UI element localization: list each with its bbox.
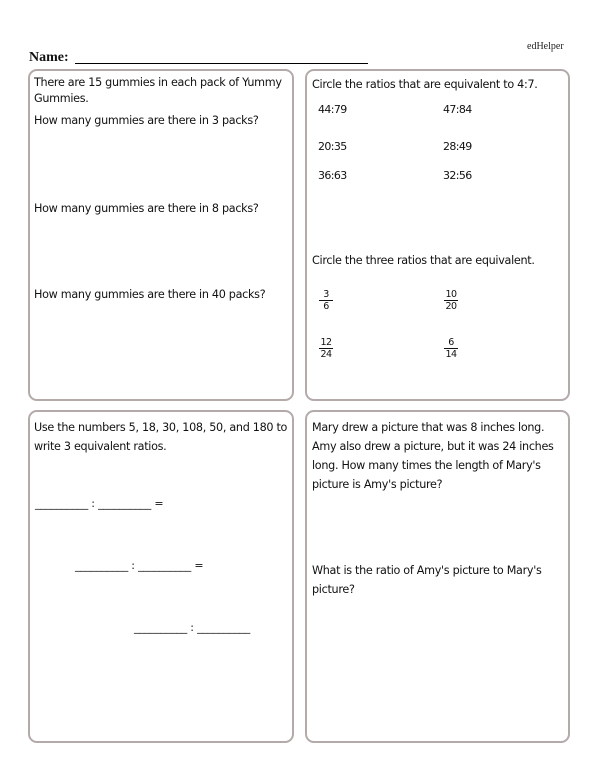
gummies-intro: There are 15 gummies in each pack of Yummy Gummies. [34,76,282,105]
ratio-blank-line-3[interactable]: __________ : __________ [134,621,251,634]
problem-box-ratios [305,69,570,401]
pictures-question-2: What is the ratio of Amy's picture to Mary's picture? [312,564,542,596]
ratio-option[interactable]: 36:63 [318,169,347,182]
fraction-option[interactable] [319,337,333,360]
ratio-option[interactable]: 44:79 [318,103,347,116]
ratio-option[interactable]: 20:35 [318,140,347,153]
ratio-blank-line-1[interactable]: __________ : __________ = [35,497,164,510]
gummies-question-8-packs: How many gummies are there in 8 packs? [34,202,259,215]
equivalent-ratios-prompt: Use the numbers 5, 18, 30, 108, 50, and 180 to write 3 equivalent ratios. [34,421,288,453]
ratios-prompt: Circle the ratios that are equivalent to 4:7. [312,78,538,91]
fraction-numerator: 12 [320,337,332,348]
fraction-numerator: 10 [445,289,457,300]
fraction-option[interactable] [444,289,458,312]
fraction-denominator: 6 [323,301,329,312]
name-label: Name: [29,50,69,65]
name-field-line[interactable] [75,63,368,64]
fraction-denominator: 24 [320,349,332,360]
problem-box-equivalent-ratios [28,410,294,743]
gummies-question-3-packs: How many gummies are there in 3 packs? [34,114,259,127]
pictures-question-1: Mary drew a picture that was 8 inches long. Amy also drew a picture, but it was 24 inches long. How many times the length of Mary's picture is Amy's picture? [312,421,554,491]
ratio-option[interactable]: 47:84 [443,103,472,116]
fraction-option[interactable] [444,337,458,360]
fraction-denominator: 20 [445,301,457,312]
fraction-denominator: 14 [445,349,457,360]
fraction-option[interactable] [319,289,333,312]
fraction-numerator: 6 [444,337,458,349]
gummies-question-40-packs: How many gummies are there in 40 packs? [34,288,266,301]
fractions-prompt: Circle the three ratios that are equivalent. [312,254,535,267]
ratio-blank-line-2[interactable]: __________ : __________ = [75,559,204,572]
fraction-numerator: 3 [319,289,333,301]
ratio-option[interactable]: 32:56 [443,169,472,182]
brand-label: edHelper [527,41,564,52]
ratio-option[interactable]: 28:49 [443,140,472,153]
